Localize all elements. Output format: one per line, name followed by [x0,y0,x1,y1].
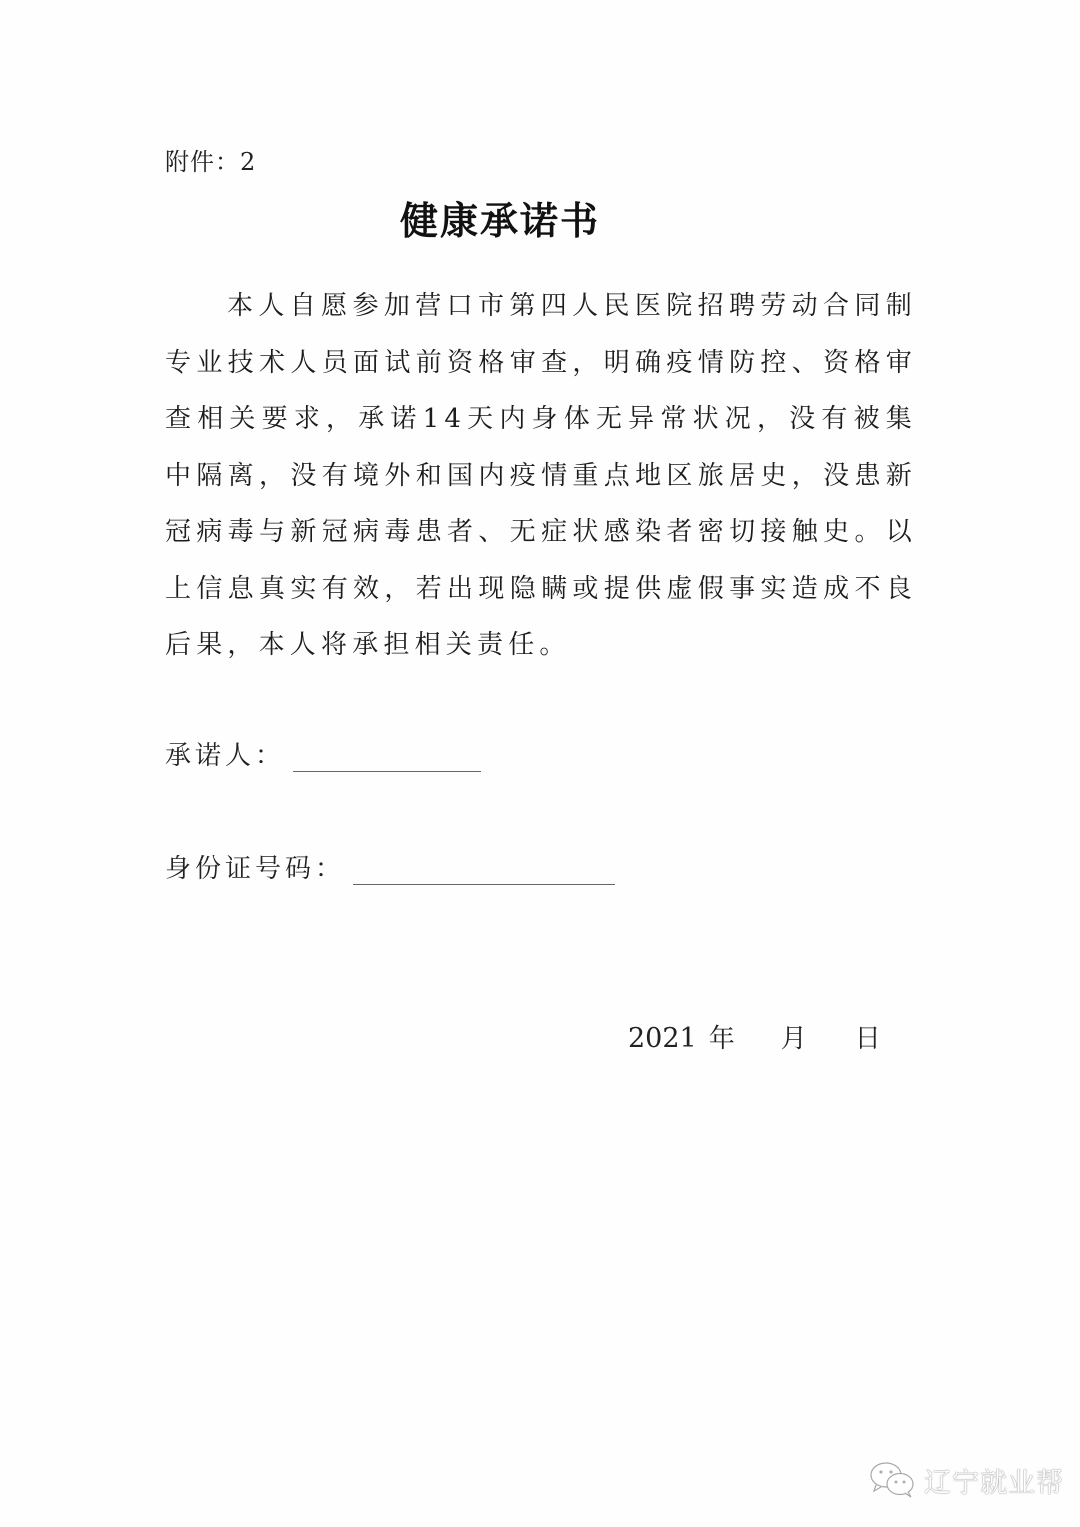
date-year: 2021 [628,1023,697,1054]
date-month-unit: 月 [780,1024,807,1054]
date-line [628,1018,881,1055]
id-number-field-row [165,848,615,885]
signer-field-row [165,735,481,772]
commitment-paragraph: 本人自愿参加营口市第四人民医院招聘劳动合同制专业技术人员面试前资格审查，明确疫情防控、资格审查相关要求，承诺14天内身体无异常状况，没有被集中隔离，没有境外和国内疫情重点地区旅居史，没患新冠病毒与新冠病毒患者、无症状感染者密切接触史。以上信息真实有效，若出现隐瞒或提供虚假事实造成不良后果，本人将承担相关责任。 [165,291,917,660]
wechat-icon [868,1460,918,1500]
signer-label: 承诺人： [165,741,286,771]
attachment-label: 附件：2 [165,148,257,176]
date-day-unit: 日 [854,1024,881,1054]
watermark [868,1460,1064,1500]
id-number-blank-line [353,854,615,885]
document-title: 健康承诺书 [399,198,600,243]
signer-blank-line [293,741,481,772]
date-year-unit: 年 [708,1024,735,1054]
watermark-text: 辽宁就业帮 [924,1467,1064,1499]
id-number-label: 身份证号码： [165,854,346,884]
